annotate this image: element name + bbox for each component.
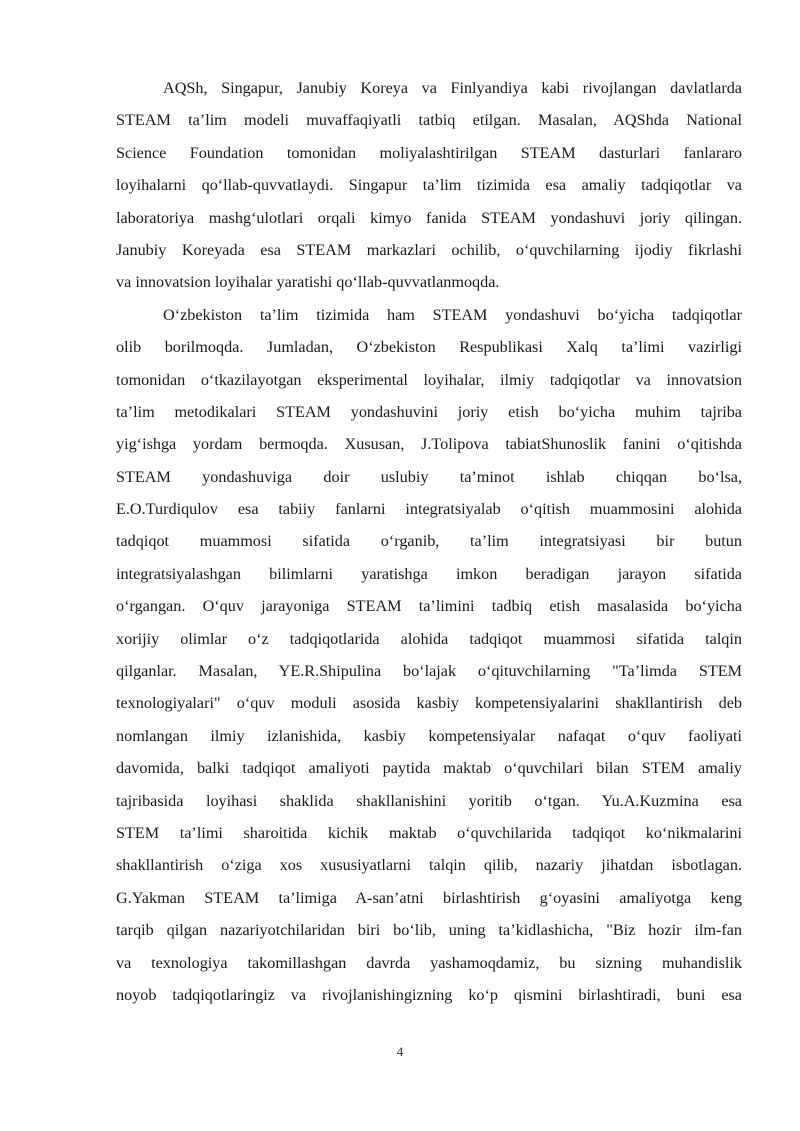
text-line: tarqib qilgan nazariyotchilaridan biri bo‘lib, uning ta’kidlashicha, "Biz hozir ilm-fan <box>116 921 742 940</box>
text-line: davomida, balki tadqiqot amaliyoti paytida maktab o‘quvchilari bilan STEM amaliy <box>116 759 742 778</box>
text-line: Science Foundation tomonidan moliyalashtirilgan STEAM dasturlari fanlararo <box>116 143 742 162</box>
text-line: shakllantirish o‘ziga xos xususiyatlarni talqin qilib, nazariy jihatdan isbotlagan. <box>116 856 742 875</box>
text-line: noyob tadqiqotlaringiz va rivojlanishingizning ko‘p qismini birlashtiradi, buni esa <box>116 985 742 1004</box>
page-number: 4 <box>396 1044 404 1059</box>
text-line: loyihalarni qo‘llab-quvvatlaydi. Singapur ta’lim tizimida esa amaliy tadqiqotlar va <box>116 176 742 195</box>
text-line: va texnologiya takomillashgan davrda yashamoqdamiz, bu sizning muhandislik <box>116 953 742 972</box>
document-page <box>116 72 742 1011</box>
text-line: tadqiqot muammosi sifatida o‘rganib, ta’lim integratsiyasi bir butun <box>116 532 742 551</box>
text-line: xorijiy olimlar o‘z tadqiqotlarida alohida tadqiqot muammosi sifatida talqin <box>116 629 742 648</box>
text-line: tajribasida loyihasi shaklida shakllanishini yoritib o‘tgan. Yu.A.Kuzmina esa <box>116 791 742 810</box>
text-line: laboratoriya mashg‘ulotlari orqali kimyo fanida STEAM yondashuvi joriy qilingan. <box>116 208 742 227</box>
text-line: nomlangan ilmiy izlanishida, kasbiy kompetensiyalar nafaqat o‘quv faoliyati <box>116 726 742 745</box>
text-line: texnologiyalari" o‘quv moduli asosida kasbiy kompetensiyalarini shakllantirish deb <box>116 694 742 713</box>
text-line: va innovatsion loyihalar yaratishi qo‘llab-quvvatlanmoqda. <box>116 273 500 292</box>
text-line: Janubiy Koreyada esa STEAM markazlari ochilib, o‘quvchilarning ijodiy fikrlashi <box>116 240 742 259</box>
text-line: ta’lim metodikalari STEAM yondashuvini joriy etish bo‘yicha muhim tajriba <box>116 402 742 421</box>
text-line: yig‘ishga yordam bermoqda. Xususan, J.Tolipova tabiatShunoslik fanini o‘qitishda <box>116 435 742 454</box>
text-line: E.O.Turdiqulov esa tabiiy fanlarni integratsiyalab o‘qitish muammosini alohida <box>116 500 742 519</box>
text-line: olib borilmoqda. Jumladan, O‘zbekiston Respublikasi Xalq ta’limi vazirligi <box>116 338 742 357</box>
text-line: integratsiyalashgan bilimlarni yaratishga imkon beradigan jarayon sifatida <box>116 564 742 583</box>
text-line: o‘rgangan. O‘quv jarayoniga STEAM ta’limini tadbiq etish masalasida bo‘yicha <box>116 597 742 616</box>
text-line: STEM ta’limi sharoitida kichik maktab o‘quvchilarida tadqiqot ko‘nikmalarini <box>116 823 742 842</box>
paragraph-1 <box>116 72 742 299</box>
text-line: STEAM yondashuviga doir uslubiy ta’minot ishlab chiqqan bo‘lsa, <box>116 467 742 486</box>
text-line: AQSh, Singapur, Janubiy Koreya va Finlyandiya kabi rivojlangan davlatlarda <box>163 79 742 97</box>
text-line: qilganlar. Masalan, YE.R.Shipulina bo‘lajak o‘qituvchilarning "Ta’limda STEM <box>116 662 742 681</box>
text-line: G.Yakman STEAM ta’limiga A-san’atni birlashtirish g‘oyasini amaliyotga keng <box>116 888 742 907</box>
text-line: tomonidan o‘tkazilayotgan eksperimental loyihalar, ilmiy tadqiqotlar va innovatsion <box>116 370 742 389</box>
text-line: O‘zbekiston ta’lim tizimida ham STEAM yondashuvi bo‘yicha tadqiqotlar <box>163 305 742 324</box>
text-line: STEAM ta’lim modeli muvaffaqiyatli tatbiq etilgan. Masalan, AQShda National <box>116 111 742 130</box>
paragraph-2 <box>116 299 742 1012</box>
